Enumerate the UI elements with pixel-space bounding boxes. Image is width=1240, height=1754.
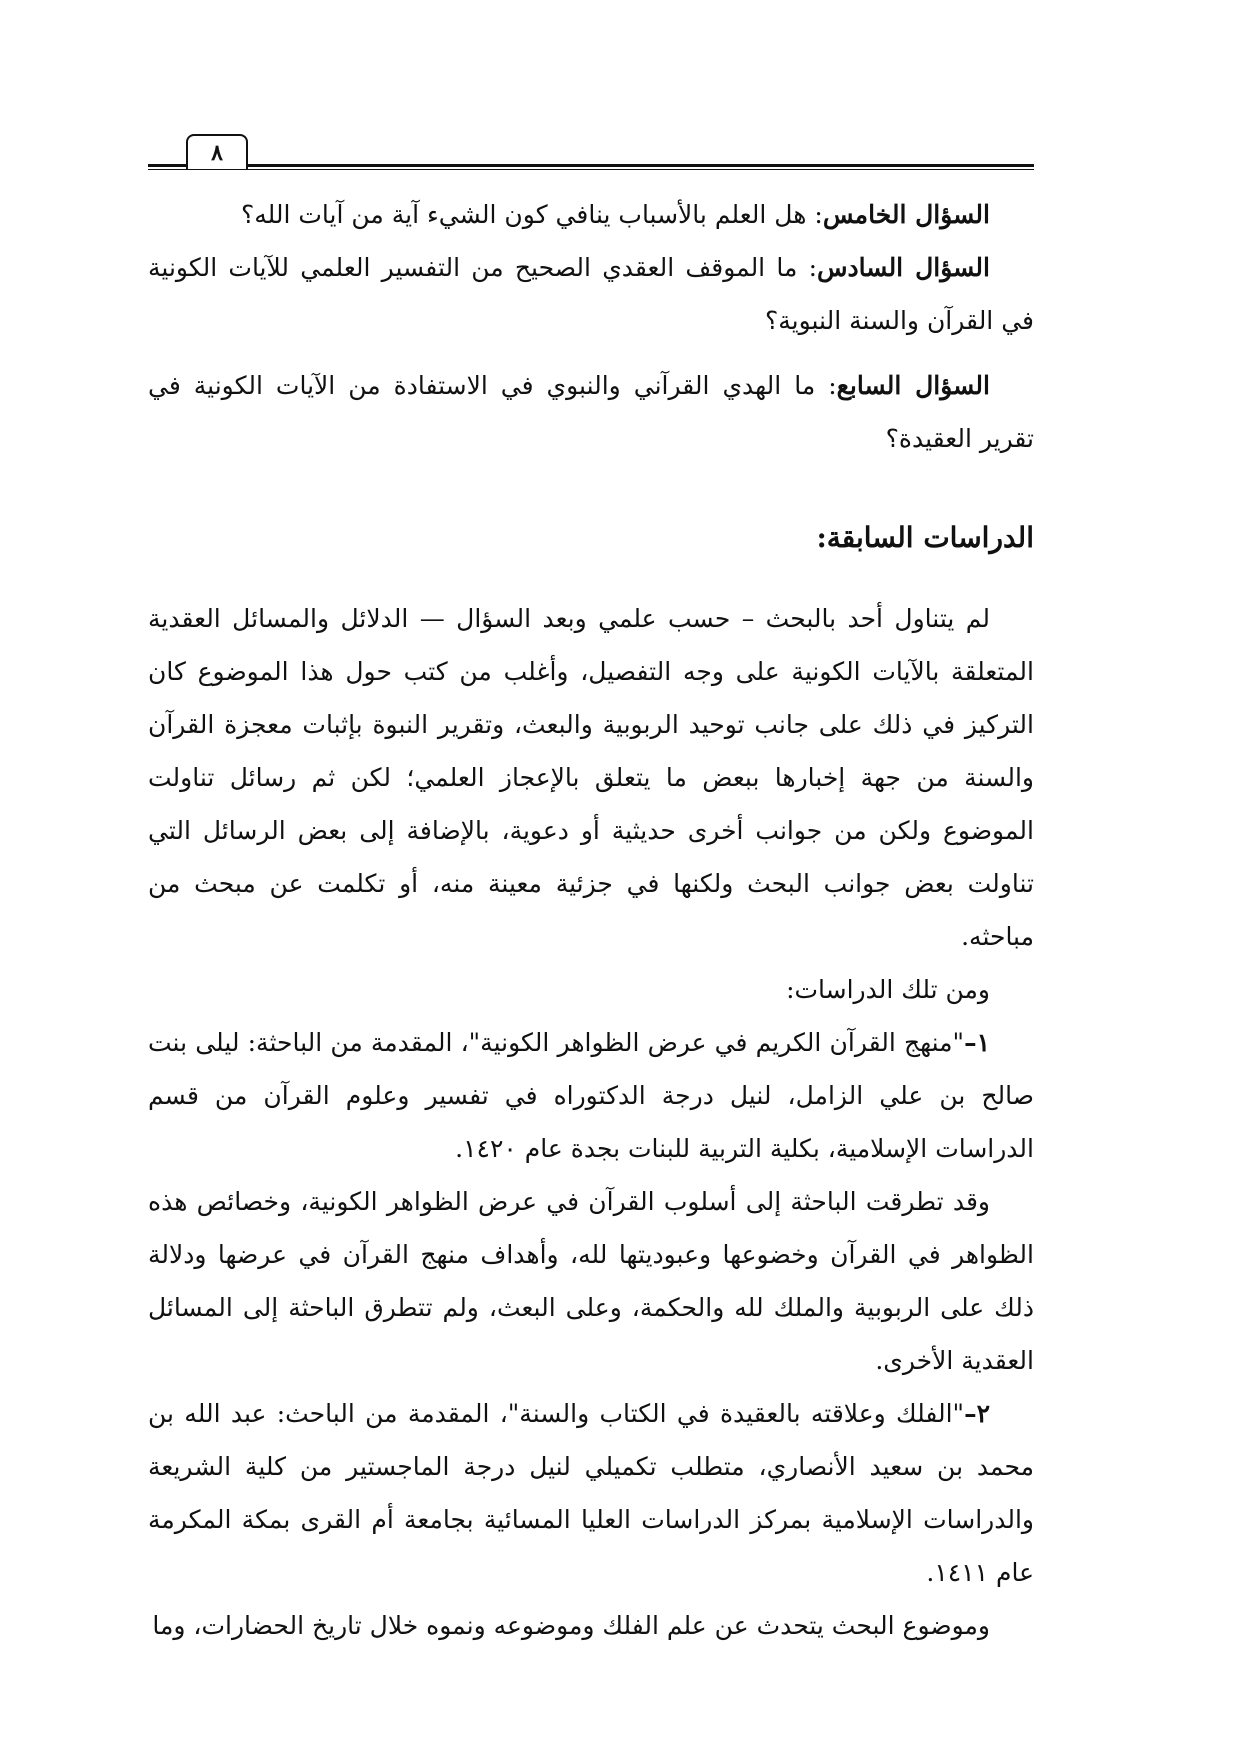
question-text: : ما الموقف العقدي الصحيح من التفسير العلمي للآيات الكونية في القرآن والسنة النبوية؟ [148, 253, 1034, 335]
question-text: : هل العلم بالأسباب ينافي كون الشيء آية من آيات الله؟ [240, 200, 823, 229]
study-text: "الفلك وعلاقته بالعقيدة في الكتاب والسنة"، المقدمة من الباحث: عبد الله بن محمد بن سعيد الأنصاري، متطلب تكميلي لنيل درجة الماجستير من كلية الشريعة والدراسات الإسلامية بمركز الدراسات العليا المسائية بجامعة أم القرى بمكة المكرمة عام ١٤١١. [148, 1399, 1035, 1587]
page-header [148, 130, 1034, 170]
question-5 [148, 188, 1034, 241]
study-text: "منهج القرآن الكريم في عرض الظواهر الكونية"، المقدمة من الباحثة: ليلى بنت صالح بن علي الزامل، لنيل درجة الدكتوراه في تفسير وعلوم القرآن من قسم الدراسات الإسلامية، بكلية التربية للبنات بجدة عام ١٤٢٠. [148, 1028, 1034, 1163]
header-rule-thin [148, 169, 1034, 170]
question-label: السؤال السابع [836, 371, 990, 400]
page-body [148, 188, 1034, 1652]
study-2-summary: وموضوع البحث يتحدث عن علم الفلك وموضوعه ونموه خلال تاريخ الحضارات، وما [152, 1611, 990, 1640]
page-number: ٨ [186, 134, 248, 169]
question-text: : ما الهدي القرآني والنبوي في الاستفادة من الآيات الكونية في تقرير العقيدة؟ [148, 371, 1034, 453]
question-7 [148, 359, 1034, 465]
header-rule-thick [148, 164, 1034, 167]
section-heading: الدراسات السابقة: [816, 521, 1034, 554]
study-number: ٢– [964, 1399, 990, 1428]
study-2 [148, 1387, 1034, 1599]
question-label: السؤال الخامس [822, 200, 990, 229]
study-1-summary: وقد تطرقت الباحثة إلى أسلوب القرآن في عرض الظواهر الكونية، وخصائص هذه الظواهر في القرآن وخضوعها وعبوديتها لله، وأهداف منهج القرآن في عرضها ودلالة ذلك على الربوبية والملك لله والحكمة، وعلى البعث، ولم تتطرق الباحثة إلى المسائل العقدية الأخرى. [148, 1187, 1034, 1375]
study-1 [148, 1016, 1034, 1175]
question-label: السؤال السادس [817, 253, 990, 282]
intro-paragraph: لم يتناول أحد بالبحث – حسب علمي وبعد السؤال — الدلائل والمسائل العقدية المتعلقة بالآيات الكونية على وجه التفصيل، وأغلب من كتب حول هذا الموضوع كان التركيز في ذلك على جانب توحيد الربوبية والبعث، وتقرير النبوة بإثبات معجزة القرآن والسنة من جهة إخبارها ببعض ما يتعلق بالإعجاز العلمي؛ لكن ثم رسائل تناولت الموضوع ولكن من جوانب أخرى حديثية أو دعوية، بالإضافة إلى بعض الرسائل التي تناولت بعض جوانب البحث ولكنها في جزئية معينة منه، أو تكلمت عن مبحث من مباحثه. [148, 604, 1034, 951]
study-number: ١– [964, 1028, 990, 1057]
studies-lead: ومن تلك الدراسات: [786, 975, 990, 1004]
question-6 [148, 241, 1034, 347]
